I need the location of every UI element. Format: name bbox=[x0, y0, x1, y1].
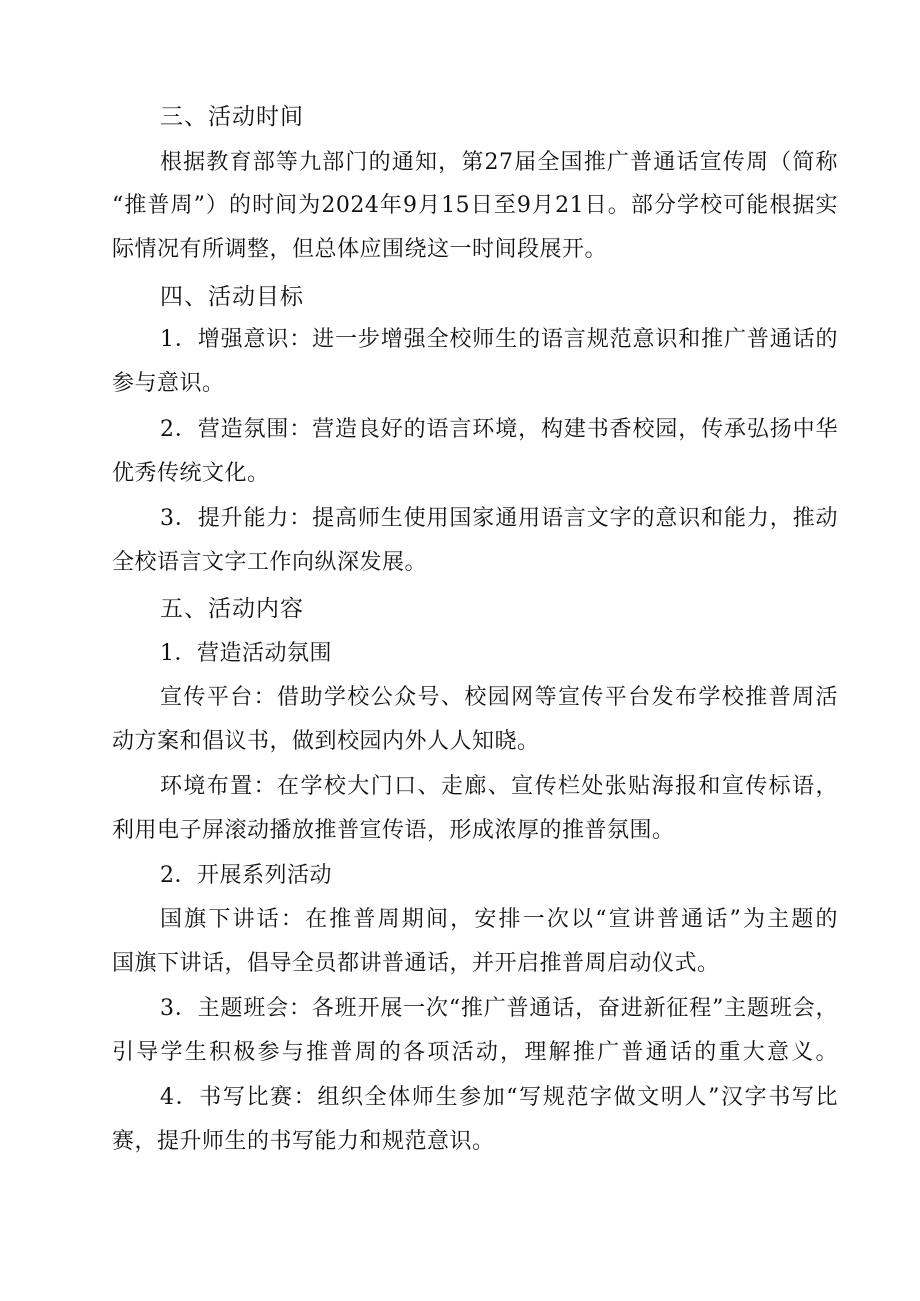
paragraph-line: 环境布置：在学校大门口、走廊、宣传栏处张贴海报和宣传标语， bbox=[160, 774, 838, 799]
section-heading-content: 五、活动内容 bbox=[160, 596, 304, 622]
paragraph-line: 际情况有所调整，但总体应围绕这一时间段展开。 bbox=[112, 237, 608, 262]
list-item-line: 4．书写比赛：组织全体师生参加“写规范字做文明人”汉字书写比 bbox=[160, 1085, 838, 1110]
list-item-line: 全校语言文字工作向纵深发展。 bbox=[112, 550, 428, 575]
list-item-line: 引导学生积极参与推普周的各项活动，理解推广普通话的重大意义。 bbox=[112, 1040, 838, 1065]
list-item-line: 优秀传统文化。 bbox=[112, 461, 270, 486]
list-item-line: 赛，提升师生的书写能力和规范意识。 bbox=[112, 1129, 495, 1154]
paragraph-line: 利用电子屏滚动播放推普宣传语，形成浓厚的推普氛围。 bbox=[112, 818, 675, 843]
list-item-line: 1．增强意识：进一步增强全校师生的语言规范意识和推广普通话的 bbox=[160, 327, 838, 352]
paragraph-line: “推普周”）的时间为2024年9月15日至9月21日。部分学校可能根据实 bbox=[112, 193, 838, 218]
list-item-line: 3．主题班会：各班开展一次“推广普通话，奋进新征程”主题班会， bbox=[160, 996, 838, 1021]
paragraph-line: 宣传平台：借助学校公众号、校园网等宣传平台发布学校推普周活 bbox=[160, 685, 838, 710]
subheading: 1．营造活动氛围 bbox=[160, 641, 332, 666]
subheading: 2．开展系列活动 bbox=[160, 863, 332, 888]
paragraph-line: 国旗下讲话，倡导全员都讲普通话，并开启推普周启动仪式。 bbox=[112, 951, 720, 976]
paragraph-line: 动方案和倡议书，做到校园内外人人知晓。 bbox=[112, 729, 540, 754]
section-heading-schedule: 三、活动时间 bbox=[160, 104, 304, 130]
section-heading-goals: 四、活动目标 bbox=[160, 284, 304, 310]
paragraph-line: 国旗下讲话：在推普周期间，安排一次以“宣讲普通话”为主题的 bbox=[160, 907, 838, 932]
list-item-line: 2．营造氛围：营造良好的语言环境，构建书香校园，传承弘扬中华 bbox=[160, 417, 838, 442]
paragraph-line: 根据教育部等九部门的通知，第27届全国推广普通话宣传周（简称 bbox=[160, 150, 838, 175]
list-item-line: 参与意识。 bbox=[112, 371, 225, 396]
list-item-line: 3．提升能力：提高师生使用国家通用语言文字的意识和能力，推动 bbox=[160, 506, 838, 531]
